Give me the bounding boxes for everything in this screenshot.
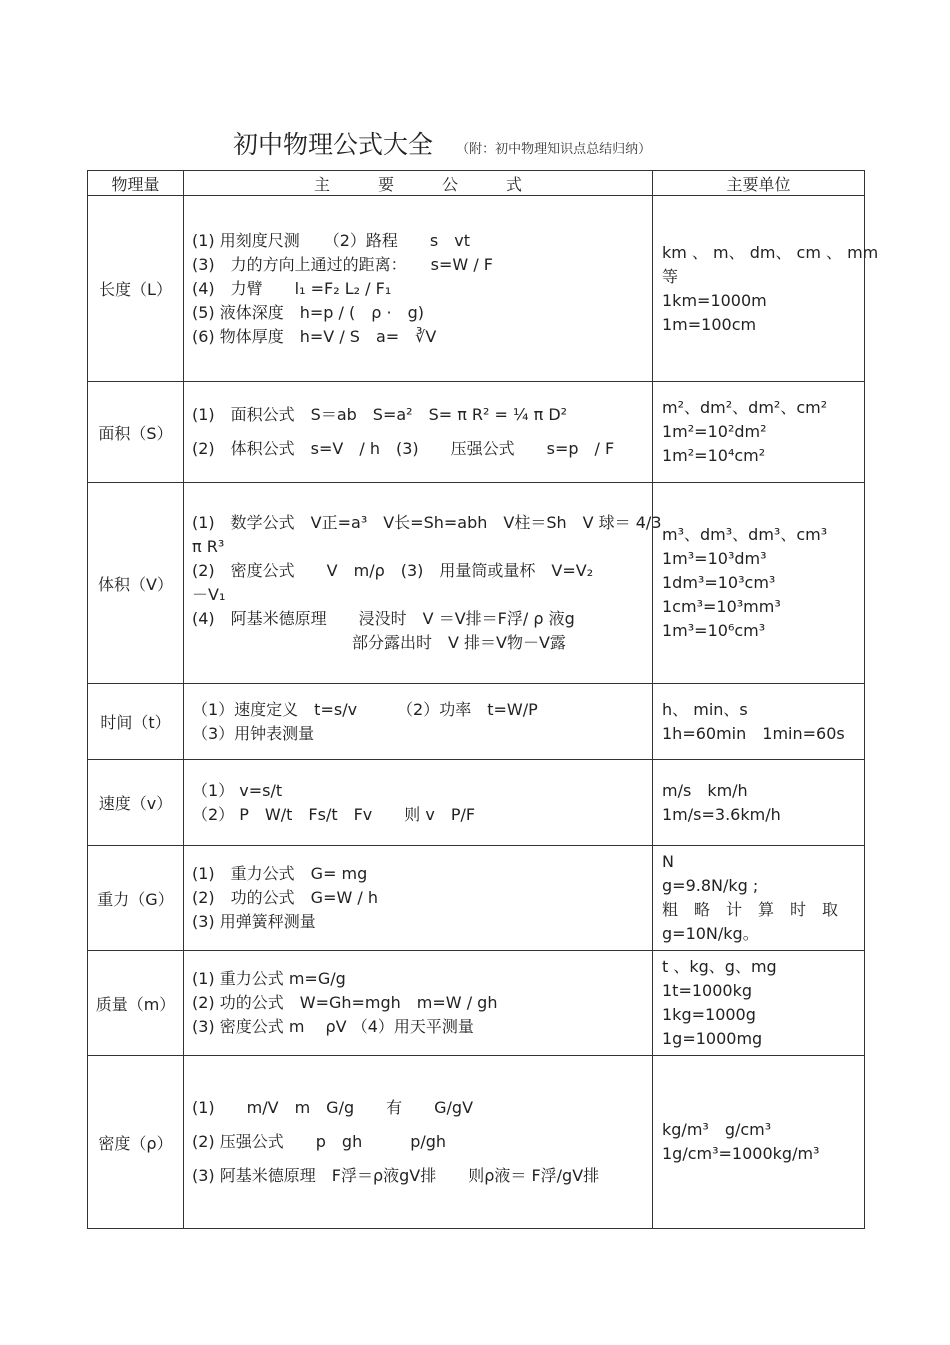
formula-cell xyxy=(184,684,653,760)
column-header-formulas: 主 要 公 式 xyxy=(184,171,653,196)
unit-line: m³、dm³、dm³、cm³ xyxy=(662,525,828,544)
formula-line: （1） v=s/t xyxy=(192,780,283,800)
formula-line: (2) 密度公式 V m/ρ (3) 用量筒或量杯 V=V₂ xyxy=(192,561,594,580)
units-cell xyxy=(653,382,865,483)
units-cell xyxy=(653,196,879,382)
unit-line: N xyxy=(662,852,674,871)
unit-line: h、 min、s xyxy=(662,699,748,719)
formula-line: (4) 力臂 l₁ =F₂ L₂ / F₁ xyxy=(192,278,392,298)
column-header-units: 主要单位 xyxy=(653,171,865,196)
unit-line: km 、 m、 dm、 cm 、 mm xyxy=(662,242,879,262)
formula-line: (3) 用弹簧秤测量 xyxy=(192,912,316,931)
formula-line: 部分露出时 V 排＝V物－V露 xyxy=(192,633,566,652)
quantity-cell: 时间（t） xyxy=(88,684,184,760)
unit-line: 1m³=10⁶cm³ xyxy=(662,621,766,640)
formula-line: －V₁ xyxy=(192,585,226,604)
table-row-length xyxy=(88,196,865,382)
units-cell xyxy=(653,846,865,951)
formula-line: (1) 面积公式 S＝ab S=a² S= π R² = ¼ π D² xyxy=(192,405,568,424)
formula-table xyxy=(87,170,879,1229)
formula-line: (6) 物体厚度 h=V / S a= ∛V xyxy=(192,326,437,346)
table-row-time xyxy=(88,684,865,760)
formula-line: (1) 用刻度尺测 （2）路程 s vt xyxy=(192,230,471,250)
unit-line: kg/m³ g/cm³ xyxy=(662,1120,772,1139)
quantity-cell: 体积（V） xyxy=(88,483,184,684)
page-header xyxy=(233,125,651,161)
table-header-row xyxy=(88,171,865,196)
formula-line: (2) 功的公式 W=Gh=mgh m=W / gh xyxy=(192,993,498,1012)
unit-line: 1m³=10³dm³ xyxy=(662,549,767,568)
formula-line: (1) 重力公式 m=G/g xyxy=(192,969,346,988)
formula-cell xyxy=(184,760,653,846)
formula-line: （2） P W/t Fs/t Fv 则 v P/F xyxy=(192,804,476,824)
formula-line: (1) 重力公式 G= mg xyxy=(192,864,368,883)
unit-line: 1g=1000mg xyxy=(662,1029,763,1048)
formula-line: (4) 阿基米德原理 浸没时 V ＝V排＝F浮/ ρ 液g xyxy=(192,609,575,628)
unit-line: g=9.8N/kg ; xyxy=(662,876,759,895)
formula-line: (2) 体积公式 s=V / h (3) 压强公式 s=p / F xyxy=(192,439,615,458)
unit-line: 1g/cm³=1000kg/m³ xyxy=(662,1144,820,1163)
formula-cell xyxy=(184,951,653,1056)
formula-line: (1) m/V m G/g 有 G/gV xyxy=(192,1098,474,1117)
unit-line: 1kg=1000g xyxy=(662,1005,756,1024)
quantity-cell: 质量（m） xyxy=(88,951,184,1056)
formula-line: (5) 液体深度 h=p / ( ρ · g) xyxy=(192,302,424,322)
quantity-cell: 重力（G） xyxy=(88,846,184,951)
quantity-cell: 速度（v） xyxy=(88,760,184,846)
formula-cell xyxy=(184,846,653,951)
page-title: 初中物理公式大全 xyxy=(233,130,434,159)
table-row-mass xyxy=(88,951,865,1056)
unit-line: 等 xyxy=(662,266,679,286)
unit-line: m/s km/h xyxy=(662,780,748,800)
units-cell xyxy=(653,951,865,1056)
table-row-speed xyxy=(88,760,865,846)
unit-line: t 、kg、g、mg xyxy=(662,957,777,976)
quantity-cell: 密度（ρ） xyxy=(88,1056,184,1229)
unit-line: 1t=1000kg xyxy=(662,981,752,1000)
formula-line: （1）速度定义 t=s/v （2）功率 t=W/P xyxy=(192,699,538,719)
table-row-density xyxy=(88,1056,865,1229)
column-header-quantity: 物理量 xyxy=(88,171,184,196)
formula-line: (2) 压强公式 p gh p/gh xyxy=(192,1132,447,1151)
formula-line: (1) 数学公式 V正=a³ V长=Sh=abh V柱＝Sh V 球＝ 4/3 xyxy=(192,513,662,532)
unit-line: 粗 略 计 算 时 取 xyxy=(662,900,839,919)
unit-line: 1m²=10²dm² xyxy=(662,422,767,441)
formula-line: (3) 密度公式 m ρV （4）用天平测量 xyxy=(192,1017,474,1036)
unit-line: 1cm³=10³mm³ xyxy=(662,597,781,616)
units-cell xyxy=(653,684,865,760)
units-cell xyxy=(653,760,865,846)
quantity-cell: 长度（L） xyxy=(88,196,184,382)
unit-line: m²、dm²、dm²、cm² xyxy=(662,398,828,417)
quantity-cell: 面积（S） xyxy=(88,382,184,483)
unit-line: 1h=60min 1min=60s xyxy=(662,723,845,743)
formula-cell xyxy=(184,382,653,483)
formula-cell xyxy=(184,1056,653,1229)
unit-line: 1dm³=10³cm³ xyxy=(662,573,776,592)
formula-line: (3) 力的方向上通过的距离： s=W / F xyxy=(192,254,493,274)
unit-line: 1km=1000m xyxy=(662,290,767,310)
units-cell xyxy=(653,1056,865,1229)
table-row-area xyxy=(88,382,865,483)
table-row-gravity xyxy=(88,846,865,951)
unit-line: 1m/s=3.6km/h xyxy=(662,804,781,824)
formula-line: π R³ xyxy=(192,537,225,556)
unit-line: 1m=100cm xyxy=(662,314,757,334)
units-cell xyxy=(653,483,865,684)
unit-line: 1m²=10⁴cm² xyxy=(662,446,766,465)
formula-line: (2) 功的公式 G=W / h xyxy=(192,888,378,907)
formula-line: (3) 阿基米德原理 F浮＝ρ液gV排 则ρ液＝ F浮/gV排 xyxy=(192,1166,600,1185)
formula-line: （3）用钟表测量 xyxy=(192,723,315,743)
page-subtitle: （附：初中物理知识点总结归纳） xyxy=(456,142,652,157)
unit-line: g=10N/kg。 xyxy=(662,924,759,943)
formula-cell xyxy=(184,196,653,382)
table-row-volume xyxy=(88,483,865,684)
formula-cell xyxy=(184,483,662,684)
